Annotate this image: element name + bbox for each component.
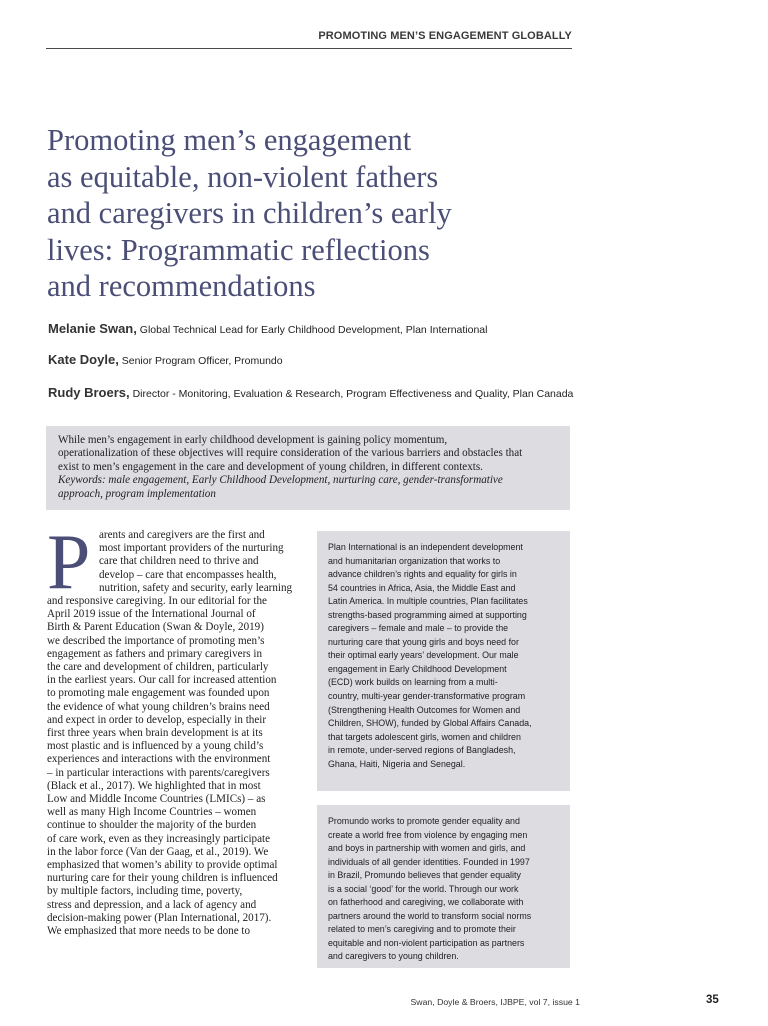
author-role: Global Technical Lead for Early Childhood Development, Plan International [139,324,488,336]
body-line: the evidence of what young children’s brains need [47,700,270,713]
author-line [48,352,283,367]
sidebox-line: country, multi-year gender-transformative program [328,691,526,702]
sidebox-line: advance children’s rights and equality for girls in [328,569,517,580]
sidebox-line: Children, SHOW), funded by Global Affairs Canada, [328,718,532,729]
sidebox-line: Plan International is an independent development [328,542,523,552]
abstract-line: exist to men’s engagement in the care and development of young children, in different contexts. [58,460,483,473]
sidebox-line: Ghana, Haiti, Nigeria and Senegal. [328,758,466,769]
abstract-line: operationalization of these objectives will require consideration of the various barriers and obstacles that [58,447,523,460]
body-line: in the earliest years. Our call for increased attention [47,674,277,687]
article-title [47,122,567,305]
author-name: Melanie Swan, [48,321,137,336]
body-line: Low and Middle Income Countries (LMICs) – as [47,793,266,806]
drop-cap: P [47,518,91,605]
body-line: experiences and interactions with the environment [47,753,271,766]
body-line: in the labor force (Van der Gaag, et al., 2019). We [47,845,269,858]
promundo-sidebox [317,805,570,968]
body-line: continue to shoulder the majority of the burden [47,819,257,832]
sidebox-line: Promundo works to promote gender equality and [328,816,520,826]
body-line: most important providers of the nurturing [99,542,284,555]
sidebox-line: equitable and non-violent participation as partners [328,937,525,948]
sidebox-line: in Brazil, Promundo believes that gender equality [328,870,521,881]
sidebox-line: caregivers – female and male – to provide the [328,623,509,634]
title-line: Promoting men’s engagement [47,123,412,157]
sidebox-line: 54 countries in Africa, Asia, the Middle East and [328,582,516,593]
body-line: we described the importance of promoting men’s [47,634,265,647]
running-head-text: PROMOTING MEN’S ENGAGEMENT GLOBALLY [318,30,572,42]
body-line: We emphasized that more needs to be done to [47,925,251,938]
sidebox-line: and caregivers to young children. [328,951,459,962]
sidebox-line: Latin America. In multiple countries, Plan facilitates [328,596,528,607]
body-line: the care and development of children, particularly [47,661,269,674]
sidebox-line: in remote, under-served regions of Bangladesh, [328,745,516,756]
running-head [46,28,572,49]
author-line [48,321,487,336]
body-line: and responsive caregiving. In our editorial for the [47,595,267,608]
body-line: stress and depression, and a lack of agency and [47,898,257,911]
sidebox-line: create a world free from violence by engaging men [328,829,528,840]
body-line: – in particular interactions with parents/caregivers [47,766,270,779]
author-name: Rudy Broers, [48,385,130,400]
sidebox-line: individuals of all gender identities. Founded in 1997 [328,856,530,867]
author-role: Senior Program Officer, Promundo [121,355,283,367]
keywords-line: approach, program implementation [58,487,216,500]
sidebox-line: and boys in partnership with women and girls, and [328,843,526,854]
author-line [48,385,573,400]
body-line: nutrition, safety and security, early learning [99,581,293,594]
plan-international-sidebox [317,531,570,791]
body-line: of care work, even as they increasingly participate [47,832,271,845]
sidebox-line: nurturing care that young girls and boys need for [328,636,519,647]
body-line: care that children need to thrive and [99,555,259,568]
sidebox-line: engagement in Early Childhood Development [328,663,507,674]
body-line: well as many High Income Countries – women [47,806,257,819]
body-line: first three years when brain development is at its [47,727,263,740]
abstract-line: While men’s engagement in early childhood development is gaining policy momentum, [58,434,448,446]
body-line: by multiple factors, including time, poverty, [47,885,243,898]
author-name: Kate Doyle, [48,352,119,367]
body-line: most plastic and is influenced by a young child’s [47,740,264,753]
title-line: as equitable, non-violent fathers [47,159,439,194]
body-line: engagement as fathers and primary caregivers in [47,647,263,660]
body-line: April 2019 issue of the International Journal of [47,608,256,621]
sidebox-line: on fatherhood and caregiving, we collaborate with [328,897,524,908]
page-number: 35 [706,994,719,1006]
sidebox-line: strengths-based programming aimed at supporting [328,609,527,620]
body-line: emphasized that women’s ability to provide optimal [47,859,278,872]
sidebox-line: related to men’s caregiving and to promote their [328,924,516,935]
body-line: arents and caregivers are the first and [99,529,265,541]
sidebox-line: (Strengthening Health Outcomes for Women and [328,704,521,715]
sidebox-line: that targets adolescent girls, women and children [328,731,521,742]
keywords-line: Keywords: male engagement, Early Childhood Development, nurturing care, gender-transformative [58,474,503,487]
sidebox-line: and humanitarian organization that works to [328,555,501,566]
footer-citation: Swan, Doyle & Broers, IJBPE, vol 7, issue 1 [410,997,580,1007]
sidebox-line: their optimal early years’ development. Our male [328,650,519,661]
body-line: develop – care that encompasses health, [99,568,277,581]
body-text-column [47,529,309,938]
body-line: decision-making power (Plan International, 2017). [47,911,272,924]
body-line: (Black et al., 2017). We highlighted that in most [47,779,261,792]
body-line: Birth & Parent Education (Swan & Doyle, 2019) [47,621,264,634]
title-line: and caregivers in children’s early [47,196,452,230]
author-role: Director - Monitoring, Evaluation & Research, Program Effectiveness and Quality, Plan Canada [132,388,574,400]
body-line: nurturing care for their young children is influenced [47,872,278,885]
title-line: and recommendations [47,269,316,303]
sidebox-line: (ECD) work builds on learning from a multi- [328,677,498,688]
sidebox-line: is a social ‘good’ for the world. Through our work [328,883,519,894]
abstract-box [46,426,570,510]
body-line: to promoting male engagement was founded upon [47,687,270,700]
body-line: and expect in order to develop, especially in their [47,713,267,726]
title-line: lives: Programmatic reflections [47,232,430,267]
sidebox-line: partners around the world to transform social norms [328,910,532,921]
